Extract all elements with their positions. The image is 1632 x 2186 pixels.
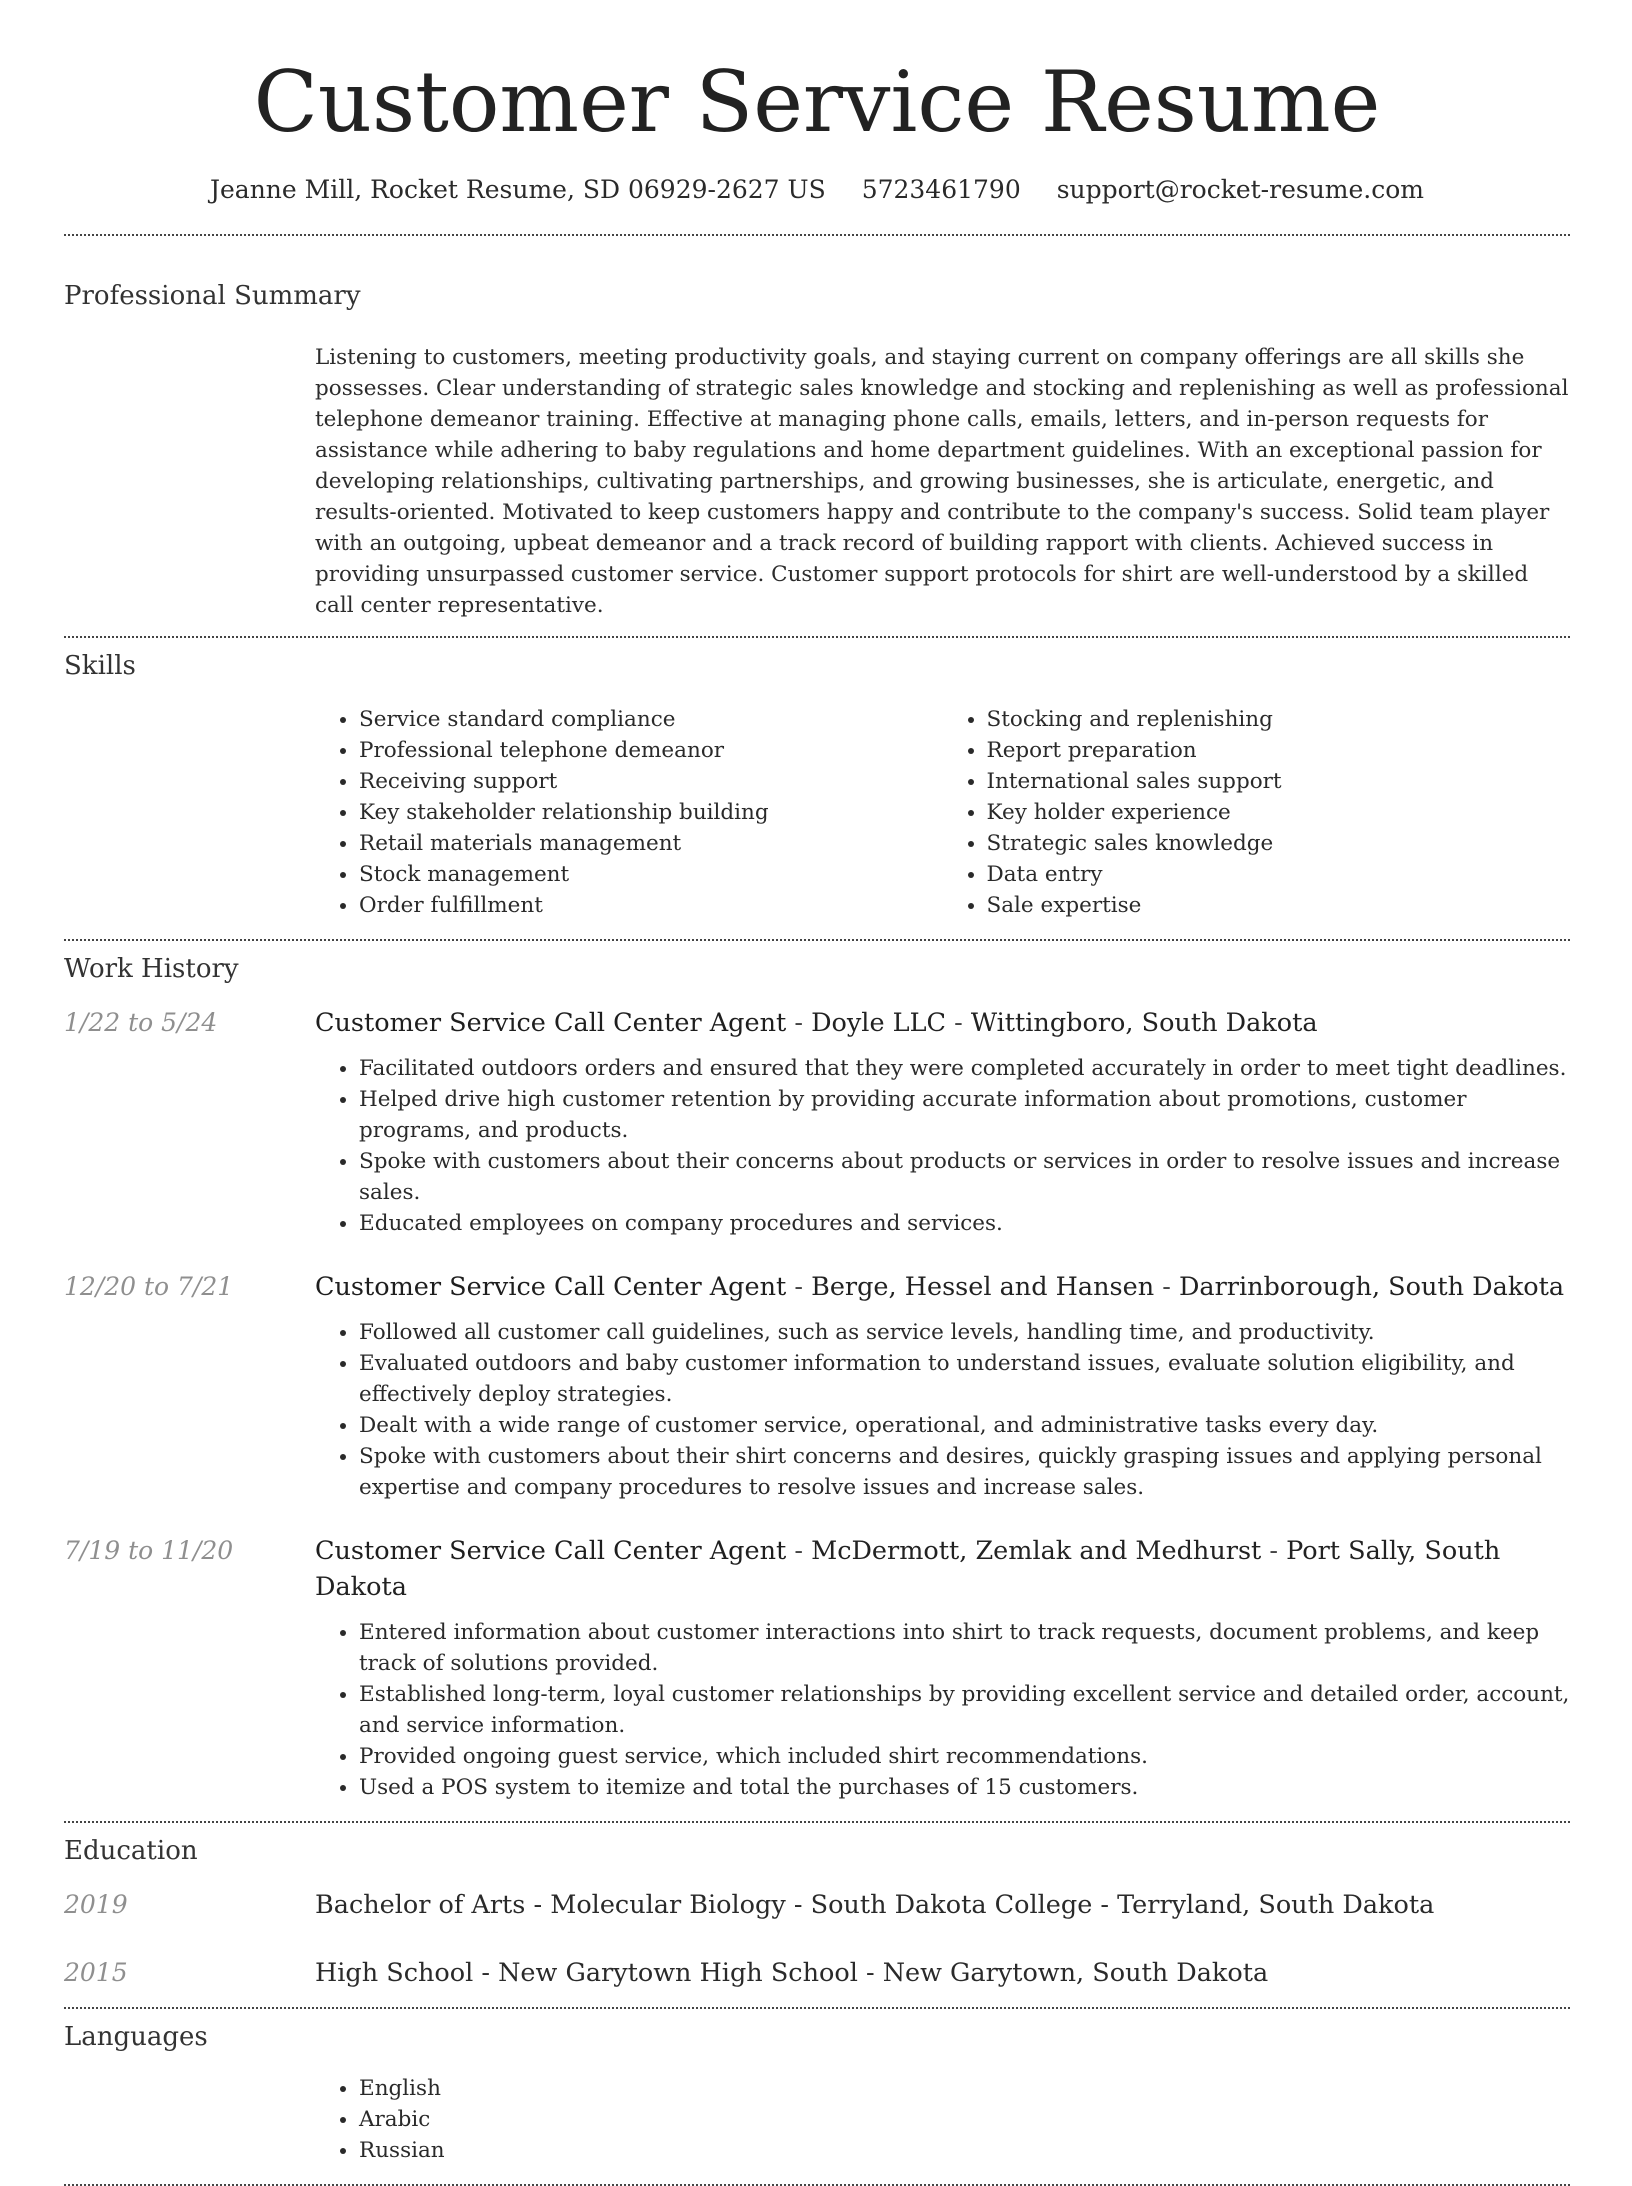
section-heading-summary: Professional Summary <box>64 281 361 311</box>
skill-item: • Key holder experience <box>987 797 1571 828</box>
education-location: New Garytown, South Dakota <box>882 1958 1269 1988</box>
job-location: Darrinborough, South Dakota <box>1178 1272 1565 1302</box>
contact-email: support@rocket-resume.com <box>1056 175 1425 204</box>
separator: - <box>857 1958 883 1988</box>
education-year: 2019 <box>64 1890 128 1919</box>
job-bullets <box>315 1617 1570 1803</box>
section-divider <box>64 1821 1570 1823</box>
job-bullet: • Established long-term, loyal customer relationships by providing excellent service and detailed order, account, and service information. <box>359 1679 1570 1741</box>
skill-item: • Strategic sales knowledge <box>987 828 1571 859</box>
job-role: Customer Service Call Center Agent <box>315 1536 787 1566</box>
job-dates: 7/19 to 11/20 <box>64 1536 234 1565</box>
job-bullet: • Evaluated outdoors and baby customer information to understand issues, evaluate solution eligibility, and effectively deploy strategies. <box>359 1348 1570 1410</box>
skill-item: • Retail materials management <box>359 828 943 859</box>
language-item: • Russian <box>359 2135 1570 2166</box>
job-details <box>315 1533 1570 1803</box>
education-school: New Garytown High School <box>498 1958 858 1988</box>
job-title <box>315 1269 1570 1305</box>
separator: - <box>785 1890 811 1920</box>
language-item: • Arabic <box>359 2104 1570 2135</box>
languages-section <box>64 2019 1570 2166</box>
resume-title: Customer Service Resume <box>253 53 1381 151</box>
job-role: Customer Service Call Center Agent <box>315 1008 787 1038</box>
section-heading-languages: Languages <box>64 2022 208 2052</box>
skill-item: • Data entry <box>987 859 1571 890</box>
skill-item: • International sales support <box>987 766 1571 797</box>
contact-phone: 5723461790 <box>861 175 1021 204</box>
skill-item: • Service standard compliance <box>359 704 943 735</box>
job-location: Wittingboro, South Dakota <box>970 1008 1318 1038</box>
separator: - <box>1092 1890 1118 1920</box>
separator: - <box>1154 1272 1179 1302</box>
skills-list-left <box>315 704 943 921</box>
education-field: Molecular Biology <box>550 1890 786 1920</box>
job-bullet: • Spoke with customers about their concerns about products or services in order to resolve issues and increase sales. <box>359 1146 1570 1208</box>
education-degree: Bachelor of Arts <box>315 1890 526 1920</box>
job-details <box>315 1269 1570 1503</box>
skill-item: • Order fulfillment <box>359 890 943 921</box>
job-bullets <box>315 1317 1570 1503</box>
job-entry <box>64 1533 1570 1803</box>
separator: - <box>786 1272 812 1302</box>
separator: - <box>473 1958 499 1988</box>
separator: - <box>1261 1536 1287 1566</box>
job-details <box>315 1005 1570 1239</box>
section-divider <box>64 2007 1570 2009</box>
job-entry <box>64 1269 1570 1503</box>
education-location: Terryland, South Dakota <box>1117 1890 1435 1920</box>
job-bullet: • Spoke with customers about their shirt concerns and desires, quickly grasping issues and applying personal expertise and company procedures to resolve issues and increase sales. <box>359 1441 1570 1503</box>
job-dates: 12/20 to 7/21 <box>64 1272 234 1301</box>
skill-item: • Receiving support <box>359 766 943 797</box>
skills-grid <box>315 704 1570 921</box>
skills-section <box>64 648 1570 921</box>
skill-item: • Report preparation <box>987 735 1571 766</box>
job-bullet: • Helped drive high customer retention by providing accurate information about promotions, customer programs, and products. <box>359 1084 1570 1146</box>
summary-text: Listening to customers, meeting productivity goals, and staying current on company offerings are all skills she possesses. Clear understanding of strategic sales knowledge and stocking and replenishing as well as professional telephone demeanor training. Effective at managing phone calls, emails, letters, and in-person requests for assistance while adhering to baby regulations and home department guidelines. With an exceptional passion for developing relationships, cultivating partnerships, and growing businesses, she is articulate, energetic, and results-oriented. Motivated to keep customers happy and contribute to the company's success. Solid team player with an outgoing, upbeat demeanor and a track record of building rapport with clients. Achieved success in providing unsurpassed customer service. Customer support protocols for shirt are well-understood by a skilled call center representative. <box>315 345 1569 618</box>
languages-list <box>315 2073 1570 2166</box>
job-bullet: • Used a POS system to itemize and total the purchases of 15 customers. <box>359 1772 1570 1803</box>
separator: - <box>525 1890 551 1920</box>
resume-page <box>64 0 1570 2186</box>
job-bullet: • Followed all customer call guidelines, such as service levels, handling time, and productivity. <box>359 1317 1570 1348</box>
education-details <box>315 1955 1268 1991</box>
work-section <box>64 951 1570 1803</box>
education-entry <box>64 1955 1570 1991</box>
education-section <box>64 1833 1570 1991</box>
section-heading-work: Work History <box>64 954 239 984</box>
job-company: Doyle LLC <box>811 1008 947 1038</box>
skill-item: • Sale expertise <box>987 890 1571 921</box>
skill-item: • Stock management <box>359 859 943 890</box>
job-bullet: • Provided ongoing guest service, which included shirt recommendations. <box>359 1741 1570 1772</box>
section-heading-skills: Skills <box>64 651 136 681</box>
skill-item: • Key stakeholder relationship building <box>359 797 943 828</box>
job-title <box>315 1005 1570 1041</box>
skills-list-right <box>943 704 1571 921</box>
job-bullet: • Entered information about customer interactions into shirt to track requests, document problems, and keep track of solutions provided. <box>359 1617 1570 1679</box>
job-title <box>315 1533 1570 1605</box>
education-school: South Dakota College <box>810 1890 1093 1920</box>
education-year: 2015 <box>64 1958 128 1987</box>
section-heading-education: Education <box>64 1836 198 1866</box>
summary-section <box>64 278 1570 621</box>
separator: - <box>786 1008 812 1038</box>
job-bullets <box>315 1053 1570 1239</box>
skill-item: • Stocking and replenishing <box>987 704 1571 735</box>
contact-line <box>64 170 1570 210</box>
job-company: McDermott, Zemlak and Medhurst <box>811 1536 1262 1566</box>
education-entry <box>64 1887 1570 1923</box>
section-divider <box>64 234 1570 236</box>
job-entry <box>64 1005 1570 1239</box>
job-role: Customer Service Call Center Agent <box>315 1272 787 1302</box>
job-bullet: • Educated employees on company procedures and services. <box>359 1208 1570 1239</box>
job-dates: 1/22 to 5/24 <box>64 1008 218 1037</box>
job-location: Port Sally, South Dakota <box>315 1536 1501 1602</box>
job-bullet: • Facilitated outdoors orders and ensured that they were completed accurately in order to meet tight deadlines. <box>359 1053 1570 1084</box>
job-company: Berge, Hessel and Hansen <box>811 1272 1155 1302</box>
education-details <box>315 1887 1434 1923</box>
contact-address: Jeanne Mill, Rocket Resume, SD 06929-2627 US <box>209 175 826 204</box>
job-list <box>64 1005 1570 1803</box>
separator: - <box>946 1008 971 1038</box>
section-divider <box>64 636 1570 638</box>
education-list <box>64 1887 1570 1991</box>
section-divider <box>64 939 1570 941</box>
skill-item: • Professional telephone demeanor <box>359 735 943 766</box>
job-bullet: • Dealt with a wide range of customer service, operational, and administrative tasks every day. <box>359 1410 1570 1441</box>
education-degree: High School <box>315 1958 474 1988</box>
language-item: • English <box>359 2073 1570 2104</box>
separator: - <box>786 1536 812 1566</box>
